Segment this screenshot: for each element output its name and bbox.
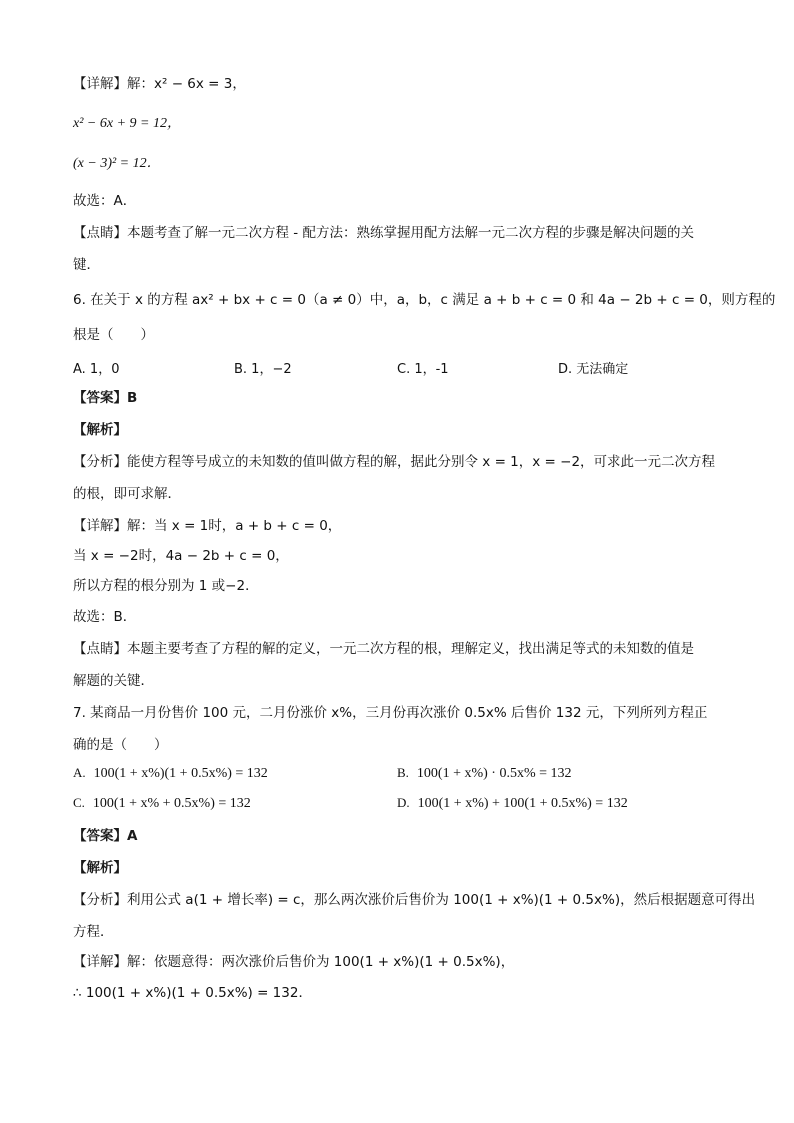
q7-answer: 【答案】A: [73, 828, 138, 844]
q7-stem-line-1: 7. 某商品一月份售价 100 元，二月份涨价 x%，三月份再次涨价 0.5x% 后售价 132 元，下列所列方程正: [73, 705, 708, 721]
q6-option-a: A. 1，0: [73, 362, 120, 377]
q5-comment-line-2: 键．: [73, 257, 100, 273]
q5-comment-line-1: 【点睛】本题考查了解一元二次方程 - 配方法：熟练掌握用配方法解一元二次方程的步骤是解决问题的关: [73, 225, 694, 241]
q6-detail-line-2: 当 x = −2时，4a − 2b + c = 0，: [73, 548, 289, 564]
q6-analysis-line-2: 的根，即可求解．: [73, 486, 181, 502]
q6-analysis-heading: 【解析】: [73, 422, 127, 438]
q7-option-b-text: 100(1 + x%) · 0.5x% = 132: [416, 766, 572, 781]
q6-detail-line-1: 【详解】解：当 x = 1时，a + b + c = 0，: [73, 518, 342, 534]
q6-stem-line-2: 根是（ ）: [73, 327, 154, 343]
q7-option-b: [397, 765, 572, 782]
q7-detail-line-2: ∴ 100(1 + x%)(1 + 0.5x%) = 132．: [73, 985, 312, 1001]
q7-option-d-text: 100(1 + x%) + 100(1 + 0.5x%) = 132: [417, 796, 628, 811]
q7-detail-line-1: 【详解】解：依题意得：两次涨价后售价为 100(1 + x%)(1 + 0.5x%)，: [73, 954, 515, 970]
q7-option-a-label: A.: [73, 765, 86, 780]
q7-option-c-text: 100(1 + x% + 0.5x%) = 132: [92, 796, 251, 811]
q6-option-b: B. 1，−2: [234, 362, 292, 377]
q7-option-d-label: D.: [397, 795, 410, 810]
q6-choice: 故选：B．: [73, 609, 137, 625]
q6-option-c: C. 1，-1: [397, 362, 449, 377]
q7-analysis-heading: 【解析】: [73, 860, 127, 876]
q5-choice: 故选：A．: [73, 193, 137, 209]
q7-option-a: [73, 765, 268, 782]
q7-option-c-label: C.: [73, 795, 85, 810]
q6-stem-line-1: 6. 在关于 x 的方程 ax² + bx + c = 0（a ≠ 0）中，a，b，c 满足 a + b + c = 0 和 4a − 2b + c = 0，则方程的: [73, 292, 776, 308]
q6-answer: 【答案】B: [73, 390, 138, 406]
q5-equation-1: x² − 6x + 9 = 12，: [73, 116, 181, 131]
q7-option-b-label: B.: [397, 765, 409, 780]
q7-option-c: [73, 795, 251, 812]
q7-analysis-line-1: 【分析】利用公式 a(1 + 增长率) = c，那么两次涨价后售价为 100(1 + x%)(1 + 0.5x%)，然后根据题意可得出: [73, 892, 756, 908]
q7-analysis-line-2: 方程．: [73, 924, 114, 940]
q6-comment-line-2: 解题的关键．: [73, 673, 154, 689]
q6-comment-line-1: 【点睛】本题主要考查了方程的解的定义，一元二次方程的根，理解定义，找出满足等式的未知数的值是: [73, 641, 694, 657]
q5-equation-2: (x − 3)² = 12．: [73, 156, 161, 171]
q6-detail-line-3: 所以方程的根分别为 1 或−2．: [73, 578, 259, 594]
q6-option-d: D. 无法确定: [558, 362, 629, 377]
q7-option-a-text: 100(1 + x%)(1 + 0.5x%) = 132: [93, 766, 268, 781]
q5-detail-line: 【详解】解：x² − 6x = 3，: [73, 76, 246, 92]
q6-analysis-line-1: 【分析】能使方程等号成立的未知数的值叫做方程的解，据此分别令 x = 1，x = −2，可求此一元二次方程: [73, 454, 716, 470]
q7-option-d: [397, 795, 628, 812]
q7-stem-line-2: 确的是（ ）: [73, 737, 168, 753]
